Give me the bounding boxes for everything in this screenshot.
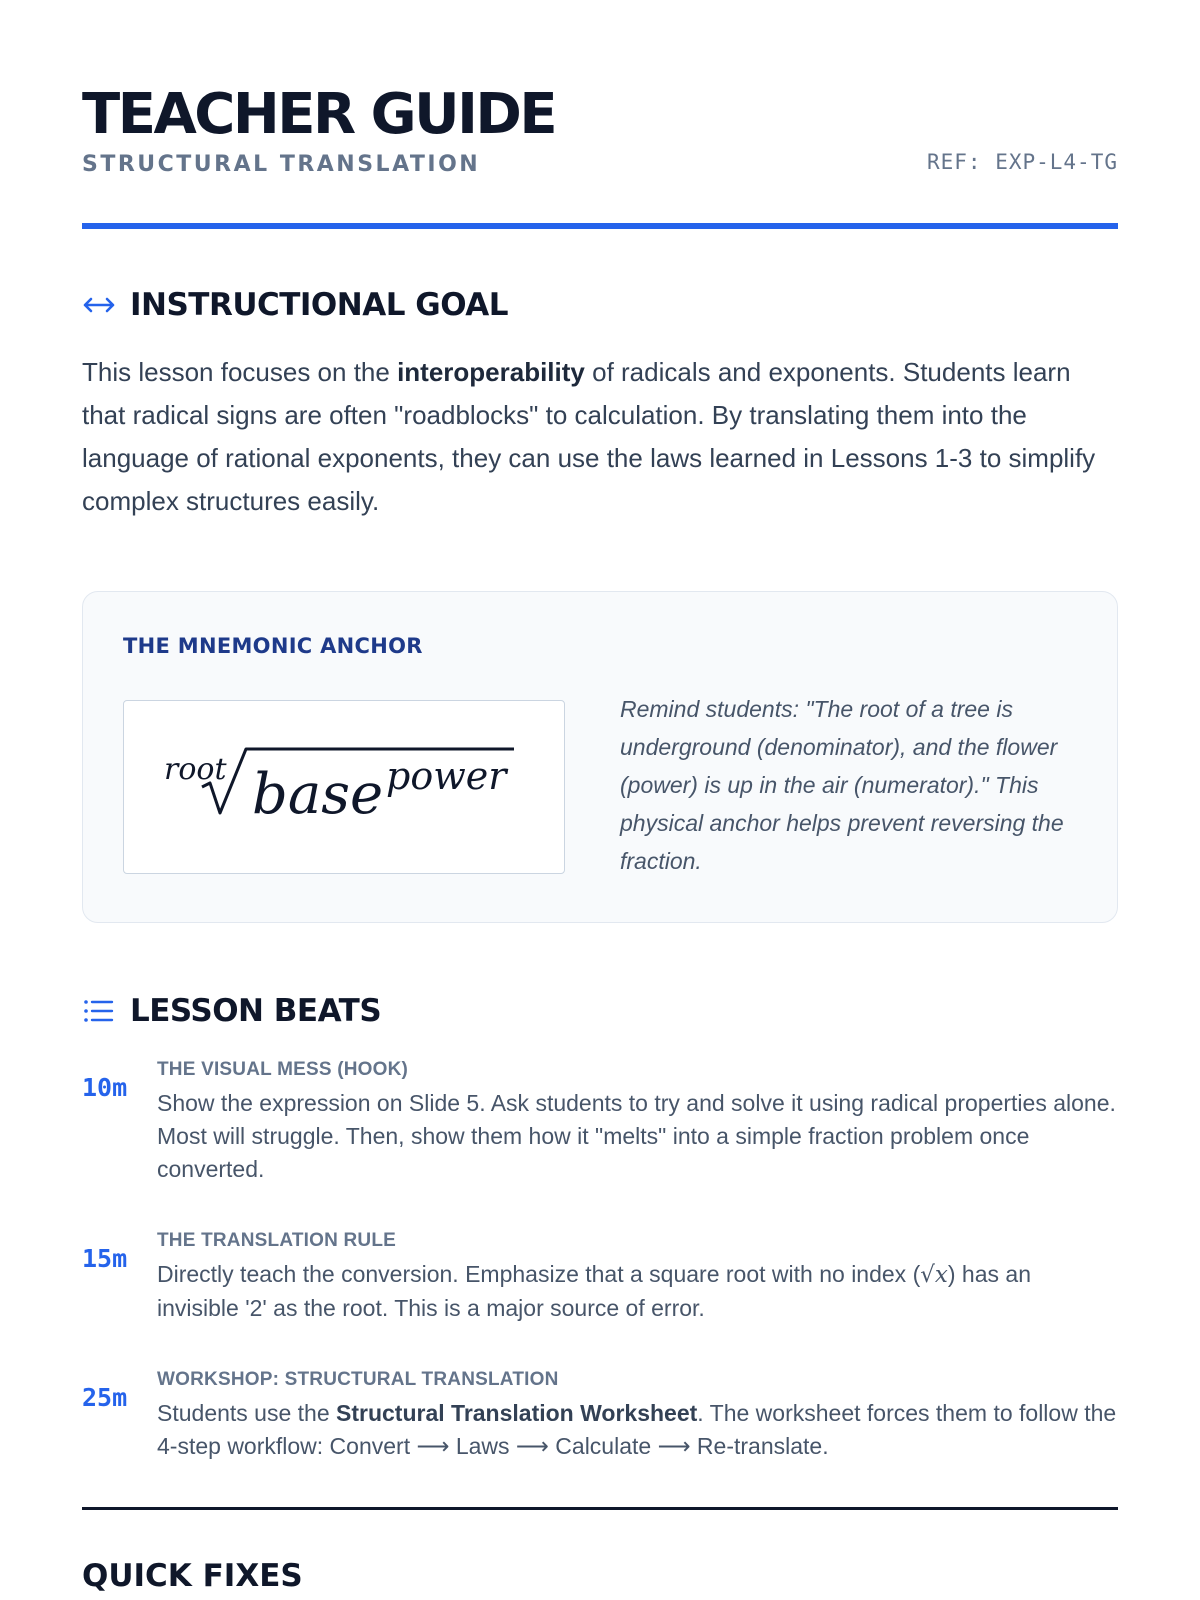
goal-paragraph [82, 351, 1118, 523]
reference-code: REF: EXP-L4-TG [926, 150, 1118, 174]
mnemonic-anchor-card [82, 591, 1118, 923]
beat-text: Show the expression on Slide 5. Ask students to try and solve it using radical properties alone. Most will struggle. Then, show them how it "melts" into a simple fraction problem once converted. [157, 1090, 1116, 1182]
radical-formula [124, 701, 564, 873]
beat-text-start: Students use the [157, 1400, 337, 1426]
beat-label: THE TRANSLATION RULE [157, 1230, 397, 1251]
page-title: TEACHER GUIDE [82, 82, 556, 147]
double-arrow-icon [82, 292, 116, 318]
beat-duration: 10m [82, 1073, 128, 1102]
goal-text-end: of radicals and exponents. Students learn that radical signs are often "roadblocks" to calculation. By translating them into the language of rational exponents, they can use the laws learned in Lessons 1-3 to simplify complex structures easily. [82, 357, 1096, 516]
beat-text [157, 1258, 1118, 1325]
beat-text [157, 1397, 1118, 1463]
list-icon [82, 998, 116, 1024]
formula-index: root [164, 752, 227, 787]
section-title: INSTRUCTIONAL GOAL [130, 287, 508, 323]
quick-fixes-title: QUICK FIXES [82, 1558, 303, 1594]
formula-base: base [252, 762, 384, 827]
section-title: LESSON BEATS [130, 993, 382, 1029]
instructional-goal-section [82, 287, 1118, 523]
lesson-beat [82, 1369, 1118, 1463]
section-divider [82, 1507, 1118, 1510]
anchor-title: THE MNEMONIC ANCHOR [123, 634, 423, 658]
goal-text-emphasis: interoperability [397, 357, 585, 387]
beat-body [157, 1059, 1118, 1186]
header-divider [82, 223, 1118, 229]
beat-body [157, 1369, 1118, 1463]
section-heading [82, 287, 1118, 323]
formula-card [123, 700, 565, 874]
section-heading [82, 993, 1118, 1029]
beat-label: WORKSHOP: STRUCTURAL TRANSLATION [157, 1369, 559, 1390]
beats-list [82, 1059, 1118, 1463]
lesson-beats-section [82, 993, 1118, 1463]
worksheet-name: Structural Translation Worksheet [336, 1400, 698, 1426]
beat-text-start: Directly teach the conversion. Emphasize that a square root with no index ( [157, 1261, 921, 1287]
page-header [82, 0, 1118, 177]
beat-text-end: . The worksheet forces them to follow the 4-step workflow: Convert ⟶ Laws ⟶ Calculate ⟶ Re-translate. [157, 1400, 1117, 1459]
formula-exponent: power [386, 754, 507, 798]
beat-duration: 25m [82, 1383, 128, 1412]
lesson-beat [82, 1059, 1118, 1186]
goal-text-start: This lesson focuses on the [82, 357, 398, 387]
beat-duration: 15m [82, 1244, 128, 1273]
anchor-note: Remind students: "The root of a tree is underground (denominator), and the flower (power) is up in the air (numerator)." This physical anchor helps prevent reversing the fraction. [620, 696, 1064, 874]
beat-body [157, 1230, 1118, 1325]
lesson-beat [82, 1230, 1118, 1325]
beat-text-end: ) has an invisible '2' as the root. This is a major source of error. [157, 1261, 1031, 1321]
sqrt-math: √x [920, 1262, 948, 1288]
beat-label: THE VISUAL MESS (HOOK) [157, 1059, 409, 1080]
page-subtitle: STRUCTURAL TRANSLATION [82, 152, 481, 177]
